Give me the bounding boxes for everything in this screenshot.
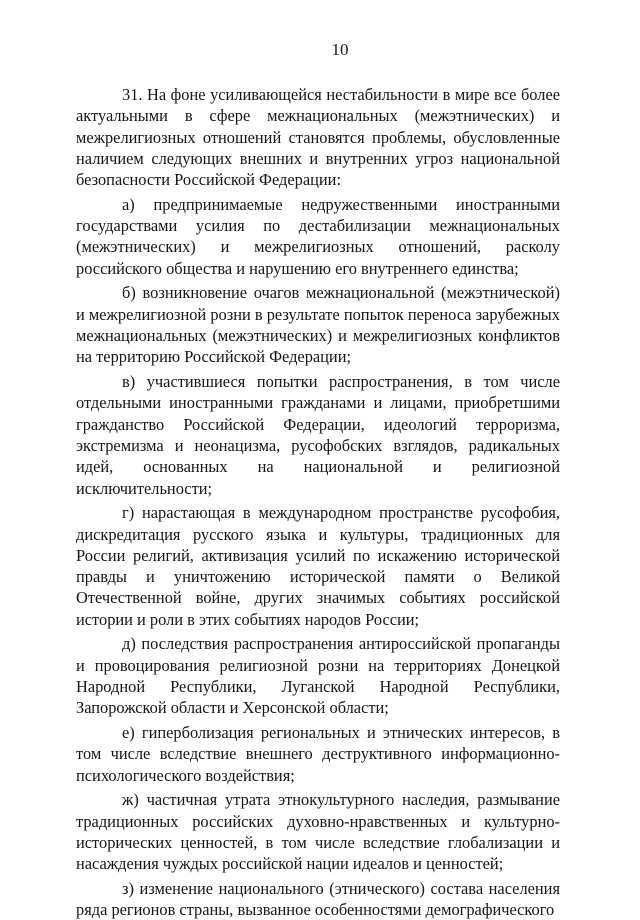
- paragraph-item-b: б) возникновение очагов межнациональной (межэтнической) и межрелигиозной розни в результате попыток переноса зарубежных межнациональных (межэтнических) и межрелигиозных конфликтов на территорию Российской Федерации;: [76, 283, 560, 367]
- paragraph-item-z: з) изменение национального (этнического) состава населения ряда регионов страны, вызванное особенностями демографического: [76, 878, 560, 920]
- paragraph-item-v: в) участившиеся попытки распространения, в том числе отдельными иностранными гражданами и лицами, приобретшими гражданство Российской Федерации, идеологий терроризма, экстремизма и неонацизма, русофобских взглядов, радикальных идей, основанных на национальной и религиозной исключительности;: [76, 372, 560, 498]
- page-number: 10: [331, 40, 349, 59]
- paragraph-item-zh: ж) частичная утрата этнокультурного наследия, размывание традиционных российских духовно-нравственных и культурно-исторических ценностей, в том числе вследствие глобализации и насаждения чуждых российской нации идеалов и ценностей;: [76, 790, 560, 874]
- paragraph-item-e: е) гиперболизация региональных и этнических интересов, в том числе вследствие внешнего деструктивного информационно-психологического воздействия;: [76, 722, 560, 785]
- paragraph-item-d: д) последствия распространения антироссийской пропаганды и провоцирования религиозной розни на территориях Донецкой Народной Республики, Луганской Народной Республики, Запорожской области и Херсонской области;: [76, 634, 560, 718]
- paragraph-item-a: а) предпринимаемые недружественными иностранными государствами усилия по дестабилизации межнациональных (межэтнических) и межрелигиозных отношений, расколу российского общества и нарушению его внутреннего единства;: [76, 194, 560, 278]
- paragraph-31-intro: 31. На фоне усиливающейся нестабильности в мире все более актуальными в сфере межнациональных (межэтнических) и межрелигиозных отношений становятся проблемы, обусловленные наличием следующих внешних и внутренних угроз национальной безопасности Российской Федерации:: [76, 85, 560, 190]
- document-body: [76, 84, 560, 920]
- paragraph-item-g: г) нарастающая в международном пространстве русофобия, дискредитация русского языка и культуры, традиционных для России религий, активизация усилий по искажению исторической правды и уничтожению исторической памяти о Великой Отечественной войне, других значимых событиях российской истории и роли в этих событиях народов России;: [76, 503, 560, 629]
